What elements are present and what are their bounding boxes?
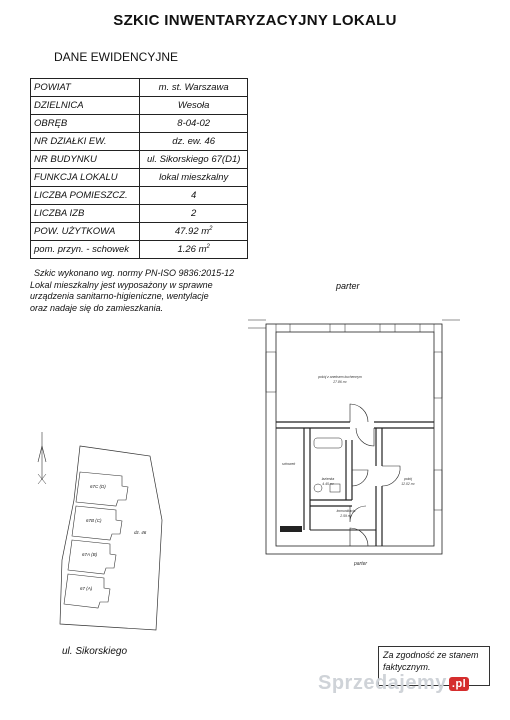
watermark-badge: .pl — [449, 677, 469, 691]
toilet — [314, 484, 322, 492]
parcel-boundary — [60, 446, 162, 630]
register-value-text: m. st. Warszawa — [158, 82, 229, 93]
register-value-text: 1.26 m — [177, 244, 207, 256]
room-living-label: pokój z aneksem kuchennym — [318, 375, 362, 379]
wall-hatch — [248, 320, 460, 332]
door-swing — [352, 470, 368, 486]
register-label: OBRĘB — [31, 115, 140, 133]
stamp-line: Za zgodność ze stanem — [383, 650, 479, 660]
note-line: oraz nadaje się do zamieszkania. — [30, 302, 164, 313]
window — [434, 352, 442, 398]
room-bedroom-label: pokój — [403, 477, 413, 481]
register-label: NR DZIAŁKI EW. — [31, 133, 140, 151]
note-line: urządzenia sanitarno-higieniczne, wentylacje — [30, 291, 209, 301]
watermark-text: Sprzedajemy — [318, 672, 447, 694]
inner-wall — [276, 332, 434, 546]
watermark-logo — [318, 672, 469, 695]
register-label: pom. przyn. - schowek — [31, 241, 140, 259]
building-label: 67 (A) — [80, 586, 93, 591]
storage-door — [280, 526, 302, 532]
room-living-area: 27.86 m² — [333, 380, 347, 384]
building-label: 67B (C) — [86, 518, 102, 523]
parcel-label: dz. 46 — [134, 530, 147, 535]
door-swing — [356, 428, 374, 446]
building-67b — [72, 506, 122, 540]
register-value-text: 8-04-02 — [177, 118, 211, 129]
room-bedroom-area: 12.02 m² — [401, 482, 415, 486]
register-value-text: ul. Sikorskiego 67(D1) — [146, 154, 241, 165]
document-title: SZKIC INWENTARYZACYJNY LOKALU — [113, 12, 397, 29]
register-value-text: Wesoła — [177, 100, 210, 111]
floor-label: parter — [336, 281, 360, 291]
building-67 — [64, 574, 110, 608]
register-label: DZIELNICA — [31, 97, 140, 115]
building-67c — [76, 472, 128, 506]
room-bath-label: łazienka — [321, 477, 335, 481]
register-label: POW. UŻYTKOWA — [31, 223, 140, 241]
unit-exponent: 2 — [209, 225, 213, 232]
building-67a — [68, 540, 116, 574]
note-norm: Szkic wykonano wg. normy PN-ISO 9836:2015-12 — [34, 268, 235, 278]
register-value-text: 2 — [191, 208, 197, 219]
unit-exponent: 2 — [206, 243, 210, 250]
room-vestibule-area: 2.59 m² — [340, 514, 352, 518]
register-label: LICZBA IZB — [31, 205, 140, 223]
door-swing — [350, 404, 368, 422]
outer-wall — [266, 324, 442, 554]
register-value-text: 47.92 m — [174, 226, 210, 238]
room-storage-label: schowek — [282, 462, 296, 466]
floor-plan — [248, 320, 460, 554]
register-value-text: 4 — [191, 190, 197, 201]
floor-label-small: parter — [354, 561, 368, 567]
register-label: NR BUDYNKU — [31, 151, 140, 169]
stamp-line: faktycznym. — [383, 662, 431, 672]
building-label: 67A (B) — [82, 552, 98, 557]
street-label: ul. Sikorskiego — [62, 646, 128, 657]
note-line: Lokal mieszkalny jest wyposażony w sprawne — [30, 279, 213, 290]
register-value-text: dz. ew. 46 — [172, 136, 216, 147]
room-vestibule-label: komunikacja — [336, 509, 356, 513]
room-bath-area: 4.45 m² — [322, 482, 334, 486]
register-value-text: lokal mieszkalny — [159, 172, 229, 183]
bathtub — [314, 438, 342, 448]
register-label: POWIAT — [31, 79, 140, 97]
window — [434, 470, 442, 510]
window — [266, 352, 276, 392]
building-label: 67C (D) — [90, 484, 106, 489]
register-label: FUNKCJA LOKALU — [31, 169, 140, 187]
register-label: LICZBA POMIESZCZ. — [31, 187, 140, 205]
door-swing — [382, 466, 400, 486]
entrance-door — [350, 528, 368, 546]
section-subtitle: DANE EWIDENCYJNE — [54, 50, 179, 64]
